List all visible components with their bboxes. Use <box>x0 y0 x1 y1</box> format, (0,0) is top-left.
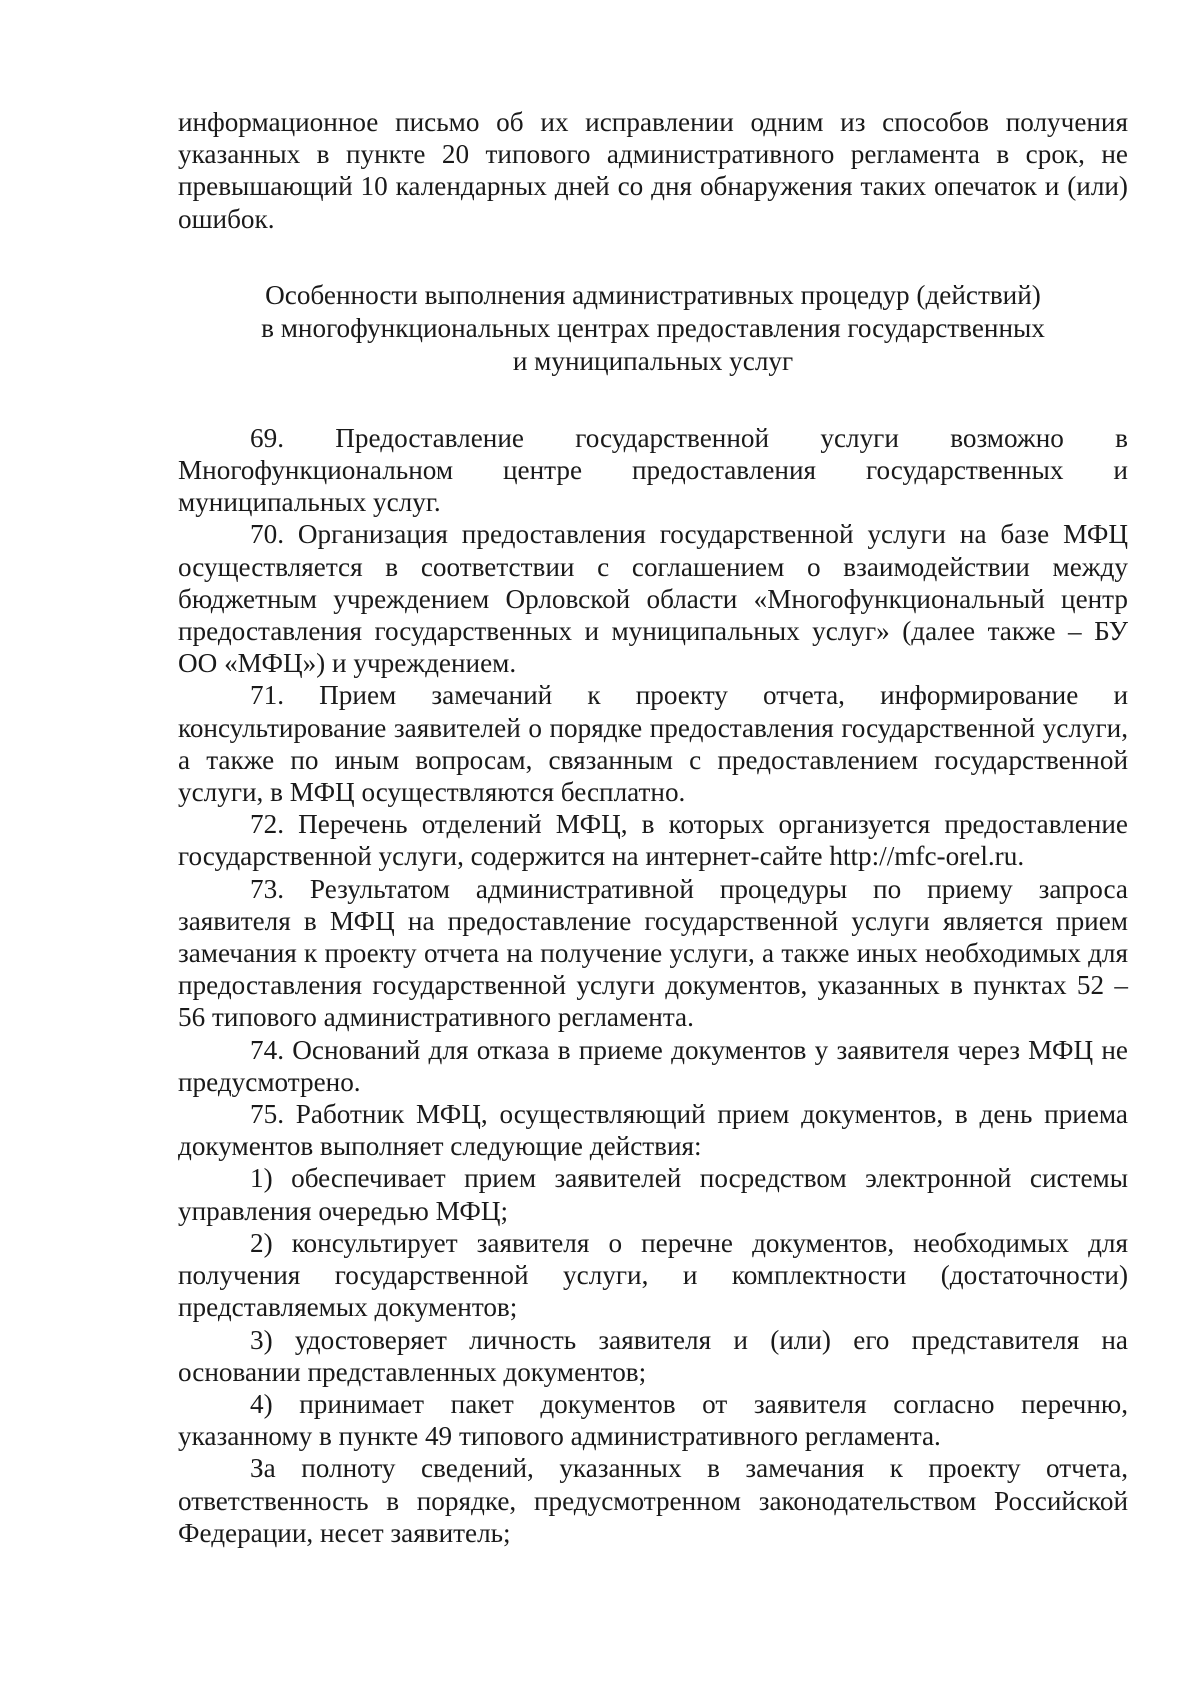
intro-paragraph: информационное письмо об их исправлении одним из способов получения указанных в пункте 20 типового административного регламента в срок, не превышающий 10 календарных дней со дня обнаружения таких опечаток и (или) ошибок. <box>178 107 1128 234</box>
document-body <box>178 106 1128 1549</box>
paragraph-72: 72. Перечень отделений МФЦ, в которых организуется предоставление государственной услуги, содержится на интернет-сайте http://mfc-orel.ru. <box>178 809 1128 872</box>
list-item-3: 3) удостоверяет личность заявителя и (или) его представителя на основании представленных документов; <box>178 1324 1128 1387</box>
list-item-4: 4) принимает пакет документов от заявителя согласно перечню, указанному в пункте 49 типового административного регламента. <box>178 1388 1128 1452</box>
responsibility-paragraph: За полноту сведений, указанных в замечания к проекту отчета, ответственность в порядке, предусмотренном законодательством Российской Федерации, несет заявитель; <box>178 1453 1128 1548</box>
paragraph-73: 73. Результатом административной процедуры по приему запроса заявителя в МФЦ на предоставление государственной услуги является прием замечания к проекту отчета на получение услуги, а также иных необходимых для предоставления государственной услуги документов, указанных в пунктах 52 – 56 типового административного регламента. <box>178 873 1128 1033</box>
list-item-1: 1) обеспечивает прием заявителей посредством электронной системы управления очередью МФЦ; <box>178 1163 1128 1226</box>
section-heading-line: и муниципальных услуг <box>512 345 794 376</box>
paragraph-69: 69. Предоставление государственной услуги возможно в Многофункциональном центре предоставления государственных и муниципальных услуг. <box>178 422 1128 518</box>
paragraph-71: 71. Прием замечаний к проекту отчета, информирование и консультирование заявителей о порядке предоставления государственной услуги, а также по иным вопросам, связанным с предоставлением государственной услуги, в МФЦ осуществляются бесплатно. <box>178 680 1128 808</box>
section-heading <box>178 279 1128 378</box>
section-heading-line: Особенности выполнения административных процедур (действий) <box>265 279 1041 310</box>
section-heading-line: в многофункциональных центрах предоставления государственных <box>261 312 1045 343</box>
paragraph-75: 75. Работник МФЦ, осуществляющий прием документов, в день приема документов выполняет следующие действия: <box>178 1099 1128 1162</box>
paragraph-70: 70. Организация предоставления государственной услуги на базе МФЦ осуществляется в соответствии с соглашением о взаимодействии между бюджетным учреждением Орловской области «Многофункциональный центр предоставления государственных и муниципальных услуг» (далее также – БУ ОО «МФЦ») и учреждением. <box>178 519 1128 679</box>
list-item-2: 2) консультирует заявителя о перечне документов, необходимых для получения государственной услуги, и комплектности (достаточности) представляемых документов; <box>178 1227 1128 1323</box>
paragraph-74: 74. Оснований для отказа в приеме документов у заявителя через МФЦ не предусмотрено. <box>178 1034 1128 1097</box>
